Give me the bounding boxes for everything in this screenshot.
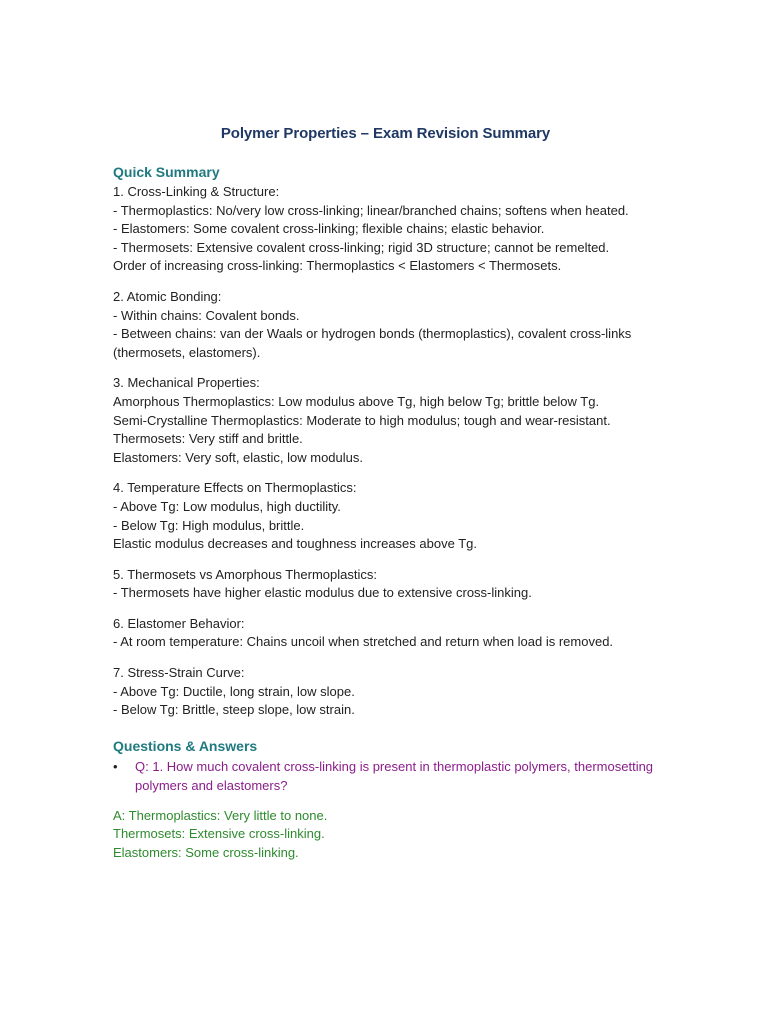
section-thermosets-vs-amorphous: [113, 566, 658, 603]
section-line: Order of increasing cross-linking: Thermoplastics < Elastomers < Thermosets.: [113, 258, 562, 274]
section-line: 3. Mechanical Properties:: [113, 375, 260, 391]
questions-list: [113, 757, 658, 795]
section-elastomer-behavior: [113, 615, 658, 652]
question-item: [113, 757, 658, 795]
section-line: Semi-Crystalline Thermoplastics: Moderate to high modulus; tough and wear-resistant.: [113, 412, 611, 428]
section-line: - Below Tg: Brittle, steep slope, low strain.: [113, 702, 355, 718]
answer-line: Thermosets: Extensive cross-linking.: [113, 826, 325, 842]
section-line: - Below Tg: High modulus, brittle.: [113, 517, 305, 533]
section-line: - At room temperature: Chains uncoil when stretched and return when load is removed.: [113, 634, 614, 650]
section-line: Elastomers: Very soft, elastic, low modulus.: [113, 449, 363, 465]
section-line: - Thermoplastics: No/very low cross-linking; linear/branched chains; softens when heated.: [113, 202, 629, 218]
section-line: - Thermosets: Extensive covalent cross-linking; rigid 3D structure; cannot be remelted.: [113, 239, 610, 255]
section-line: Amorphous Thermoplastics: Low modulus above Tg, high below Tg; brittle below Tg.: [113, 393, 600, 409]
bullet-icon: •: [113, 758, 118, 774]
section-line: - Thermosets have higher elastic modulus due to extensive cross-linking.: [113, 585, 532, 601]
section-line: 6. Elastomer Behavior:: [113, 615, 245, 631]
answer-line: Elastomers: Some cross-linking.: [113, 845, 299, 861]
section-stress-strain: [113, 664, 658, 720]
section-line: Thermosets: Very stiff and brittle.: [113, 431, 303, 447]
section-line: Elastic modulus decreases and toughness increases above Tg.: [113, 536, 477, 552]
section-line: - Between chains: van der Waals or hydrogen bonds (thermoplastics), covalent cross-links (thermosets, elastomers).: [113, 326, 632, 360]
document-title: Polymer Properties – Exam Revision Summary: [220, 125, 551, 142]
section-line: - Above Tg: Low modulus, high ductility.: [113, 498, 341, 514]
section-atomic-bonding: [113, 288, 658, 362]
section-line: - Above Tg: Ductile, long strain, low slope.: [113, 683, 355, 699]
section-temperature-effects: [113, 479, 658, 553]
section-line: 2. Atomic Bonding:: [113, 288, 222, 304]
questions-answers-heading: Questions & Answers: [113, 737, 258, 754]
question-text: Q: 1. How much covalent cross-linking is present in thermoplastic polymers, thermosetting polymers and elastomers?: [135, 758, 654, 793]
section-line: 7. Stress-Strain Curve:: [113, 665, 245, 681]
section-line: 1. Cross-Linking & Structure:: [113, 184, 280, 199]
section-mechanical-properties: [113, 374, 658, 467]
section-line: 4. Temperature Effects on Thermoplastics:: [113, 480, 357, 496]
answer-block: [113, 807, 658, 863]
section-cross-linking: [113, 183, 658, 276]
section-line: 5. Thermosets vs Amorphous Thermoplastics:: [113, 566, 377, 582]
section-line: - Elastomers: Some covalent cross-linking; flexible chains; elastic behavior.: [113, 221, 545, 237]
section-line: - Within chains: Covalent bonds.: [113, 307, 300, 323]
answer-line: A: Thermoplastics: Very little to none.: [113, 807, 328, 823]
document-body: [113, 124, 658, 875]
quick-summary-heading: Quick Summary: [113, 164, 220, 180]
